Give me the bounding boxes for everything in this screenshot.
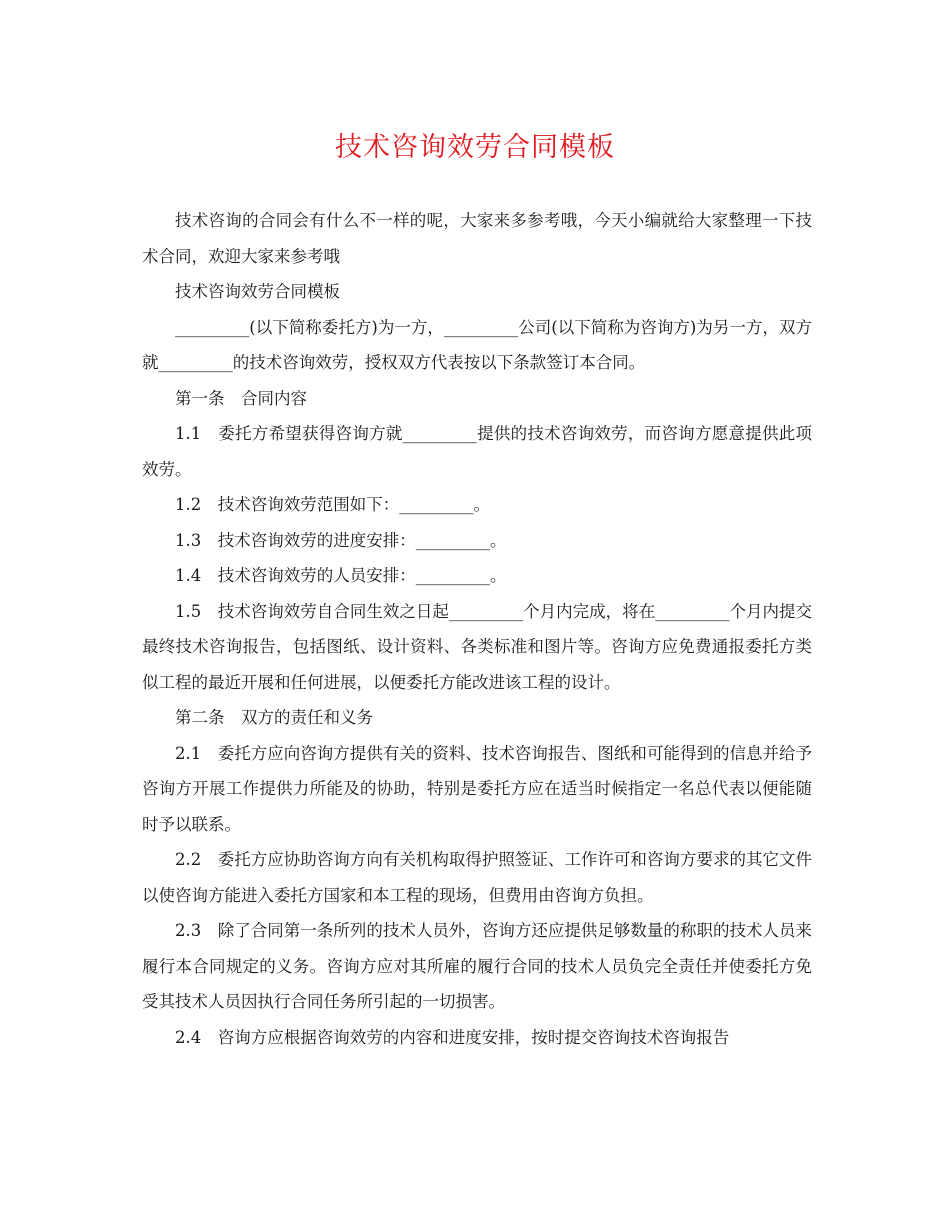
document-body <box>142 203 812 1055</box>
article-1-heading: 第一条 合同内容 <box>175 388 307 408</box>
clause-2-4: 2.4 咨询方应根据咨询效劳的内容和进度安排，按时提交咨询技术咨询报告 <box>175 1027 730 1047</box>
clause-1-2: 1.2 技术咨询效劳范围如下：_________。 <box>175 495 490 514</box>
clause-2-3: 2.3 除了合同第一条所列的技术人员外，咨询方还应提供足够数量的称职的技术人员来履行本合同规定的义务。咨询方应对其所雇的履行合同的技术人员负完全责任并使委托方免受其技术人员因执行合同任务所引起的一切损害。 <box>142 921 812 1011</box>
clause-1-3: 1.3 技术咨询效劳的进度安排：_________。 <box>175 530 507 550</box>
clause-1-1: 1.1 委托方希望获得咨询方就_________提供的技术咨询效劳，而咨询方愿意提供此项效劳。 <box>142 424 812 479</box>
clause-2-2: 2.2 委托方应协助咨询方向有关机构取得护照签证、工作许可和咨询方要求的其它文件以使咨询方能进入委托方国家和本工程的现场，但费用由咨询方负担。 <box>142 850 812 905</box>
intro-paragraph: 技术咨询的合同会有什么不一样的呢，大家来多参考哦，今天小编就给大家整理一下技术合同，欢迎大家来参考哦 <box>142 211 812 266</box>
parties-paragraph: _________(以下简称委托方)为一方，_________公司(以下简称为咨询方)为另一方，双方就_________的技术咨询效劳，授权双方代表按以下条款签订本合同。 <box>142 317 812 372</box>
clause-1-4: 1.4 技术咨询效劳的人员安排：_________。 <box>175 566 507 585</box>
subtitle-paragraph: 技术咨询效劳合同模板 <box>175 282 340 301</box>
clause-2-1: 2.1 委托方应向咨询方提供有关的资料、技术咨询报告、图纸和可能得到的信息并给予咨询方开展工作提供力所能及的协助，特别是委托方应在适当时候指定一名总代表以便能随时予以联系。 <box>142 743 812 834</box>
article-2-heading: 第二条 双方的责任和义务 <box>175 708 373 727</box>
document-title: 技术咨询效劳合同模板 <box>335 132 615 163</box>
clause-1-5: 1.5 技术咨询效劳自合同生效之日起_________个月内完成，将在_________个月内提交最终技术咨询报告，包括图纸、设计资料、各类标准和图片等。咨询方应免费通报委托方类似工程的最近开展和任何进展，以便委托方能改进该工程的设计。 <box>142 601 812 692</box>
